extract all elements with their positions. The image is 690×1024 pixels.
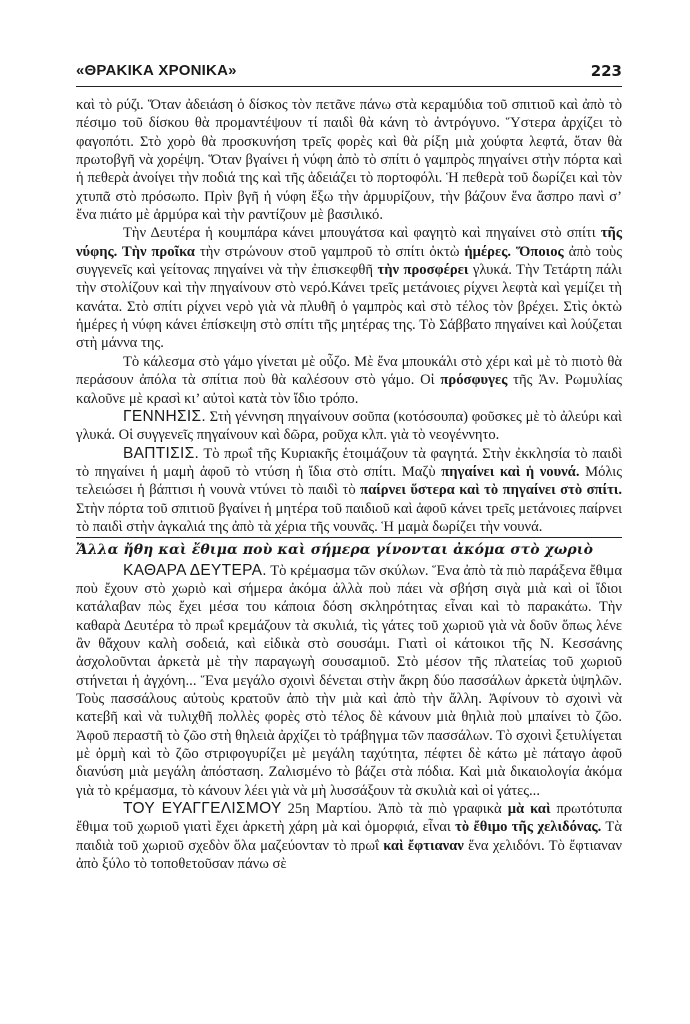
text-run: τὴν στρώνουν στοῦ γαμπροῦ τὸ σπίτι ὀκτὼ (194, 243, 465, 260)
text-run: Τὸ πρωΐ τῆς Κυριακῆς ἑτοιμάζουν τὰ φαγητά. Στὴν ἐκκλησία τὸ παιδὶ τὸ πηγαίνει ἡ μαμὴ ἀφοῦ τὸ ντύση ἡ ἴδια στὸ σπίτι. Μαζὺ (76, 445, 622, 480)
paragraph-monday (76, 224, 622, 352)
text-run: Στὴν πόρτα τοῦ σπιτιοῦ βγαίνει ἡ μητέρα τοῦ παιδιοῦ καὶ ἀφοῦ κάνει τρεῖς μετάνοιες παίρνει τὸ παιδὶ στὴν ἀγκαλιά της ἀπὸ τὰ χέρια τῆς νουνᾶς. Ἡ μαμὰ δωρίζει τὴν νουνά. (76, 500, 622, 535)
text-run: ἀπὸ τοὺς συγγενεῖς καὶ γείτονας πηγαίνει νὰ τὴν ἐπισκεφθῆ (76, 243, 623, 279)
paragraph-annunciation (76, 800, 622, 873)
paragraph-birth (76, 408, 622, 445)
paragraph-invitation (76, 353, 622, 408)
text-run: Μόλις τελειώσει ἡ βάπτισι ἡ νουνὰ ντύνει τὸ παιδὶ τὸ (76, 463, 622, 499)
bold-run: παίρνει ὕστερα καὶ τὸ πηγαίνει στὸ σπίτι. (360, 482, 622, 499)
section-heading-birth: ΓΕΝΝΗΣΙΣ. (123, 407, 206, 425)
section-heading-annunciation: ΤΟΥ ΕΥΑΓΓΕΛΙΣΜΟΥ (123, 800, 282, 818)
bold-run: τὸ ἔθιμο τῆς χελιδόνας. (455, 819, 602, 836)
bold-run: ἡμέρες. Ὅποιος (464, 243, 564, 260)
section-divider (76, 537, 622, 538)
page-number: 223 (590, 62, 622, 80)
bold-run: πηγαίνει καὶ ἡ νουνά. (441, 463, 580, 480)
text-run: τῆς Ἀν. Ρωμυλίας καλοῦνε μὲ κρασὶ κι’ αὐτοὶ κατὰ τὸν ἴδιο τρόπο. (76, 372, 622, 407)
text-run: Τὴν Δευτέρα ἡ κουμπάρα κάνει μπουγάτσα καὶ φαγητὸ καὶ πηγαίνει στὸ σπίτι (123, 225, 601, 242)
text-run: γλυκά. Τὴν Τετάρτη πάλι τὴν στολίζουν καὶ τὴν πηγαίνουν στὸ νερό.Κάνει τρεῖς μετάνοιες ρίχνει λεφτὰ καὶ γεμίζει τὴ κανάτα. Στὸ σπίτι ρίχνει νερὸ γιὰ νὰ πλυθῆ ὁ γαμπρὸς καὶ στὸ τέλος τὸν βρέχει. Στὶς ὀκτὼ ἡμέρες ἡ νύφη κάνει ἐπίσκεψη στὸ σπίτι τῆς μητέρας της. Τὸ Σάββατο πηγαίνει καὶ λούζεται στὴ μάννα της. (76, 262, 622, 352)
paragraph-baptism (76, 445, 622, 537)
section-heading-clean-monday: ΚΑΘΑΡΑ ΔΕΥΤΕΡΑ. (123, 561, 267, 579)
bold-run: καὶ ἔφτιαναν (383, 837, 464, 854)
subheading-customs: Ἄλλα ἤθη καὶ ἔθιμα ποὺ καὶ σήμερα γίνονται ἀκόμα στὸ χωριὸ (76, 542, 594, 559)
text-run: Τὰ παιδιὰ τοῦ χωριοῦ σχεδὸν ὅλα μαζεύονταν τὸ πρωΐ (76, 819, 622, 854)
page-header (76, 62, 622, 87)
bold-run: μὰ καὶ (507, 801, 551, 818)
text-run: Στὴ γέννηση πηγαίνουν σοῦπα (κοτόσουπα) φοῦσκες μὲ τὸ ἀλεύρι καὶ γλυκά. Οἱ συγγενεῖς πηγαίνουν καὶ δῶρα, ροῦχα κλπ. γιὰ τὸ νεογέννητο. (76, 408, 622, 444)
text-run: 25η Μαρτίου. Ἀπὸ τὰ πιὸ γραφικὰ (281, 801, 508, 818)
text-run: Τὸ κάλεσμα στὸ γάμο γίνεται μὲ οὖζο. Μὲ ἕνα μπουκάλι στὸ χέρι καὶ μὲ τὸ πιοτὸ θὰ περάσουν ἀπόλα τὰ σπίτια ποὺ θὰ καλέσουν στὸ γάμο. Οἱ (76, 353, 622, 389)
paragraph-wedding-continued: καὶ τὸ ρύζι. Ὅταν ἀδειάση ὁ δίσκος τὸν πετᾶνε πάνω στὰ κεραμύδια τοῦ σπιτιοῦ καὶ ἀπὸ τὸ πέσιμο τοῦ δίσκου θὰ προμαντέψουν τί παιδὶ θὰ κάνη τὸ ἀντρόγυνο. Ὕστερα ἀρχίζει τὸ φαγοπότι. Στὸ χορὸ θὰ προσκυνήση τρεῖς φορὲς καὶ θὰ ρίξη μιὰ χούφτα λεφτά, ὅταν θὰ πρωτοβγῆ νὰ χορέψη. Ὅταν βγαίνει ἡ νύφη ἀπὸ τὸ σπίτι ὁ γαμπρὸς πηγαίνει στὴν πόρτα καὶ ἡ πεθερὰ ἀνοίγει τὴν ποδιά της καὶ τῆς ἀδειάζει τὸ πορτοφόλι. Ἡ πεθερὰ τοῦ δωρίζει καὶ τὸν χτυπᾶ στὸ πρόσωπο. Πρὶν βγῆ ἡ νύφη ἔξω τὴν ἁρμυρίζουν, τὴν βάζουν ἕνα ἄσπρο πανὶ σ’ ἕνα πιάτο μὲ ἁρμύρα καὶ τὴν ραντίζουν μὲ βασιλικό. (76, 97, 622, 224)
section-heading-baptism: ΒΑΠΤΙΣΙΣ. (123, 444, 200, 462)
text-run: Τὸ κρέμασμα τῶν σκύλων. Ἕνα ἀπὸ τὰ πιὸ παράξενα ἔθιμα ποὺ ἔχουν στὸ χωριὸ καὶ σήμερα ἀκόμα ἀλλὰ ποὺ πάει νὰ σβήση σιγὰ μιὰ καὶ οἱ ἴδιοι κατάλαβαν πὼς ἔχει μέσα του κάποια δόση σκληρότητας εἶναι καὶ τὸ παρακάτω. Τὴν καθαρὰ Δευτέρα τὸ πρωΐ κρεμάζουν τὰ σκυλιά, τὶς γάτες τοῦ χωριοῦ γιὰ νὰ δοῦν ὅπως λένε ἂν θἄχουν καλὴ σοδειά, καὶ εἰδικὰ στὸ σουσάμι. Γιατὶ οἱ κάτοικοι τῆς Ν. Κεσσάνης ἀσχολοῦνται ἀρκετὰ μὲ τὴν παραγωγὴ σουσαμιοῦ. Στὸ μέσον τῆς πλατείας τοῦ χωριοῦ στήνεται ἡ ἀγχόνη... Ἕνα μεγάλο σχοινὶ δένεται στὴν ἄκρη δύο πασσάλων ἀρκετὰ ὑψηλῶν. Τοὺς πασσάλους αὐτοὺς κρατοῦν ἀπὸ τὴν μιὰ καὶ ἀπὸ τὴν ἄλλη. Ἀφίνουν τὸ σχοινὶ νὰ κατεβῆ καὶ νὰ τυλιχθῆ πολλὲς φορὲς στὸ τέλος δὲ κάνουν μιὰ θηλιὰ ποὺ μπαίνει τὸ ζῶο. Ἀφοῦ περαστῆ τὸ ζῶο στὴ θηλειὰ ἀρχίζει τὸ τράβηγμα τῶν πασσάλων. Τὸ σχοινὶ ξετυλίγεται μὲ ὁρμὴ καὶ τὸ ζῶο στριφογυρίζει μὲ μεγάλη ταχύτητα, πέφτει δὲ κάτω μὲ πάταγο ἀφοῦ διανύση μιὰ μεγάλη ἀπόσταση. Ζαλισμένο τὸ βάζει στὰ πόδια. Καὶ μιὰ δικαιολογία ἀκόμα γιὰ τὸ κρέμασμα, τὸ κάνουν λέει γιὰ νὰ μὴ λυσσάξουν τὰ σκυλιὰ καὶ οἱ γάτες... (76, 562, 622, 799)
text-run: πρωτότυπα ἔθιμα τοῦ χωριοῦ γιατὶ ἔχει ἀρκετὴ χάρη μὰ καὶ ὀμορφιά, εἶναι (76, 801, 623, 836)
bold-run: πρόσφυγες (440, 372, 508, 389)
running-title: «ΘΡΑΚΙΚΑ ΧΡΟΝΙΚΑ» (76, 62, 237, 79)
bold-run: τῆς νύφης. Τὴν προῖκα (76, 225, 622, 260)
bold-run: τὴν προσφέρει (377, 262, 469, 279)
text-run: ἕνα χελιδόνι. Τὸ ἔφτιαναν ἀπὸ ξύλο τὸ τοποθετοῦσαν πάνω σὲ (76, 837, 622, 873)
main-text (76, 96, 622, 873)
paragraph-clean-monday (76, 562, 622, 800)
